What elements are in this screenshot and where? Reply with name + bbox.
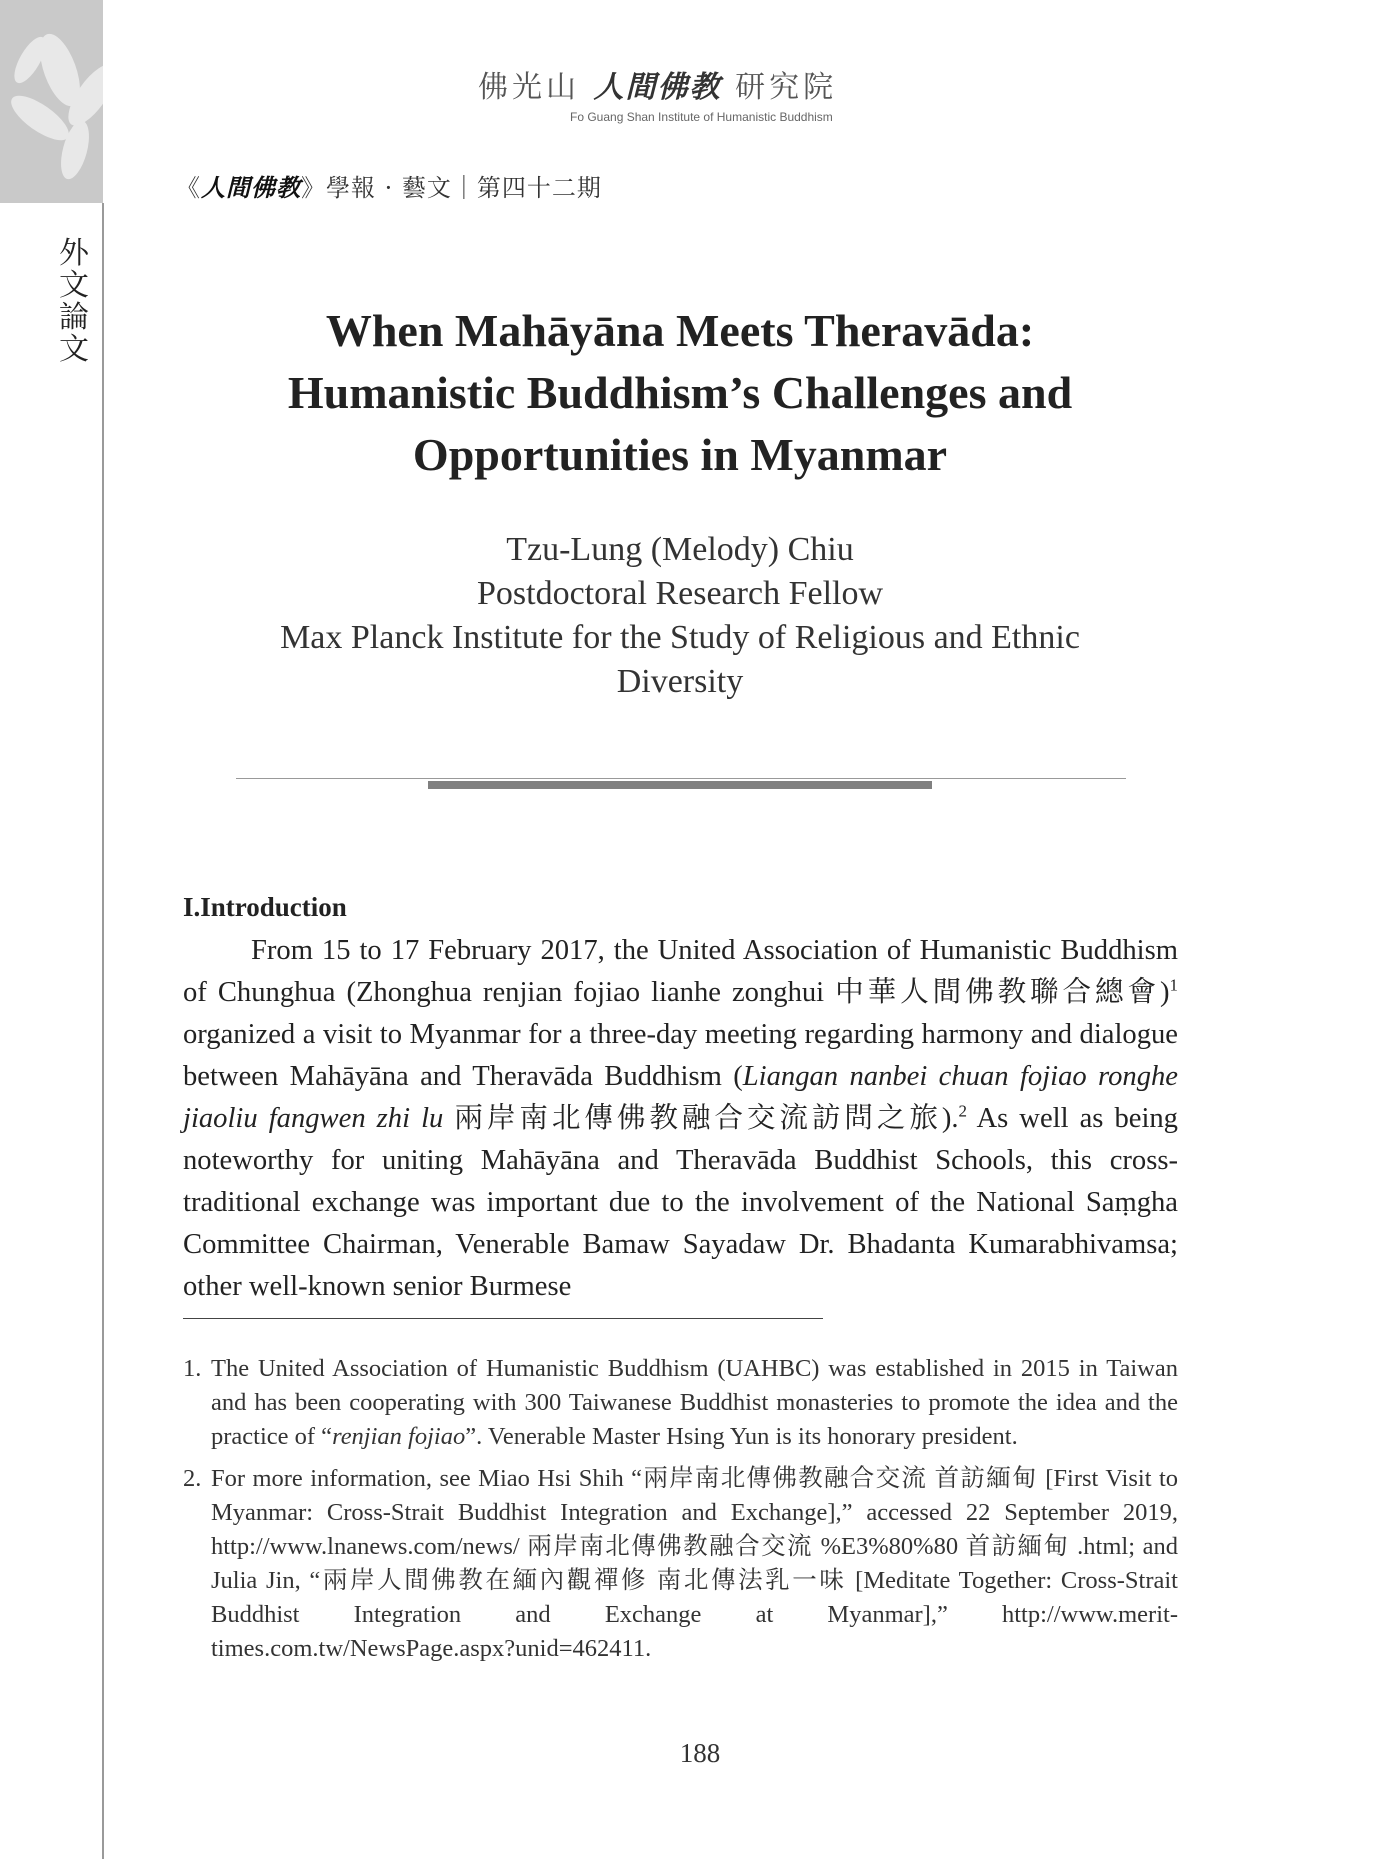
institute-name-english: Fo Guang Shan Institute of Humanistic Buddhism (570, 110, 833, 124)
title-line: Opportunities in Myanmar (412, 429, 948, 480)
footnote-ref-1[interactable]: 1 (1169, 975, 1178, 995)
margin-rule (102, 203, 104, 1859)
journal-issue: 學報 · 藝文｜第四十二期 (326, 174, 602, 202)
footnote-italic: renjian fojiao (332, 1423, 466, 1450)
author-affiliation-line: Max Planck Institute for the Study of Religious and Ethnic (280, 619, 1080, 656)
journal-header (176, 168, 602, 203)
side-label-char: 論 (59, 300, 89, 335)
title-line: When Mahāyāna Meets Theravāda: (325, 305, 1035, 356)
paragraph-italic: Liangan nanbei chuan fojiao ronghe jiaoliu fangwen zhi lu (183, 1061, 1178, 1134)
footnote (183, 1462, 1178, 1666)
institute-name (478, 62, 938, 106)
institute-name-post: 研究院 (735, 70, 838, 105)
footnote-ref-2[interactable]: 2 (958, 1101, 967, 1121)
page-number: 188 (679, 1738, 721, 1768)
paragraph-text: From 15 to 17 February 2017, the United Association of Humanistic Buddhism of Chunghua (Zhonghua renjian fojiao lianhe zonghui 中華人間佛教聯合總會) (183, 935, 1178, 1008)
side-label-char: 文 (59, 268, 89, 303)
footnote-rule (183, 1318, 823, 1319)
institute-name-script: 人間佛教 (593, 70, 722, 105)
paragraph-text: As well as being noteworthy for uniting Mahāyāna and Theravāda Buddhist Schools, this cross-traditional exchange was important due to the involvement of the National Saṃgha Committee Chairman, Venerable Bamaw Sayadaw Dr. Bhadanta Kumarabhivamsa; other well-known senior Burmese (183, 1103, 1178, 1302)
footnote-text: The United Association of Humanistic Buddhism (UAHBC) was established in 2015 in Taiwan and has been cooperating with 300 Taiwanese Buddhist monasteries to promote the idea and the practice of “ (211, 1355, 1178, 1450)
author-position: Postdoctoral Research Fellow (476, 575, 884, 612)
journal-open-bracket: 《 (176, 174, 201, 202)
author-name: Tzu-Lung (Melody) Chiu (506, 531, 854, 568)
footnote-text: For more information, see Miao Hsi Shih “兩岸南北傳佛教融合交流 首訪緬甸 [First Visit to Myanmar: Cross-Strait Buddhist Integration and Exchange],” accessed 22 September 2019, http://www.lnanews.com/news/ 兩岸南北傳佛教融合交流 %E3%80%80 首訪緬甸 .html; and Julia Jin, “兩岸人間佛教在緬內觀禪修 南北傳法乳一味 [Meditate Together: Cross-Strait Buddhist Integration and Exchange at Myanmar],” http://www.merit-times.com.tw/NewsPage.aspx?unid=462411. (211, 1465, 1178, 1662)
footnote-number: 1. (183, 1355, 202, 1382)
section-heading: I.Introduction (183, 892, 347, 922)
divider-thick (428, 781, 932, 789)
paragraph (183, 930, 1178, 1308)
body-text (183, 930, 1178, 1308)
footnote-text: ”. Venerable Master Hsing Yun is its honorary president. (465, 1423, 1018, 1450)
side-label-char: 外 (59, 236, 89, 271)
paragraph-text: organized a visit to Myanmar for a three-day meeting regarding harmony and dialogue between Mahāyāna and Theravāda Buddhism ( (183, 1019, 1178, 1092)
paragraph-text: 兩岸南北傳佛教融合交流訪問之旅). (443, 1103, 959, 1134)
side-label-char: 文 (59, 332, 89, 367)
article-title (200, 300, 1160, 486)
footnote (183, 1352, 1178, 1454)
footnote-number: 2. (183, 1465, 202, 1492)
flower-watermark-icon (0, 0, 103, 203)
author-block (200, 528, 1160, 704)
footnotes (183, 1352, 1178, 1674)
title-line: Humanistic Buddhism’s Challenges and (287, 367, 1073, 418)
divider-thin (236, 778, 1126, 779)
section-side-label (56, 238, 92, 366)
institute-name-pre: 佛光山 (478, 70, 580, 105)
author-affiliation-line: Diversity (616, 663, 744, 700)
journal-close-bracket: 》 (301, 174, 326, 202)
journal-name: 人間佛教 (201, 173, 301, 202)
corner-decoration (0, 0, 103, 203)
